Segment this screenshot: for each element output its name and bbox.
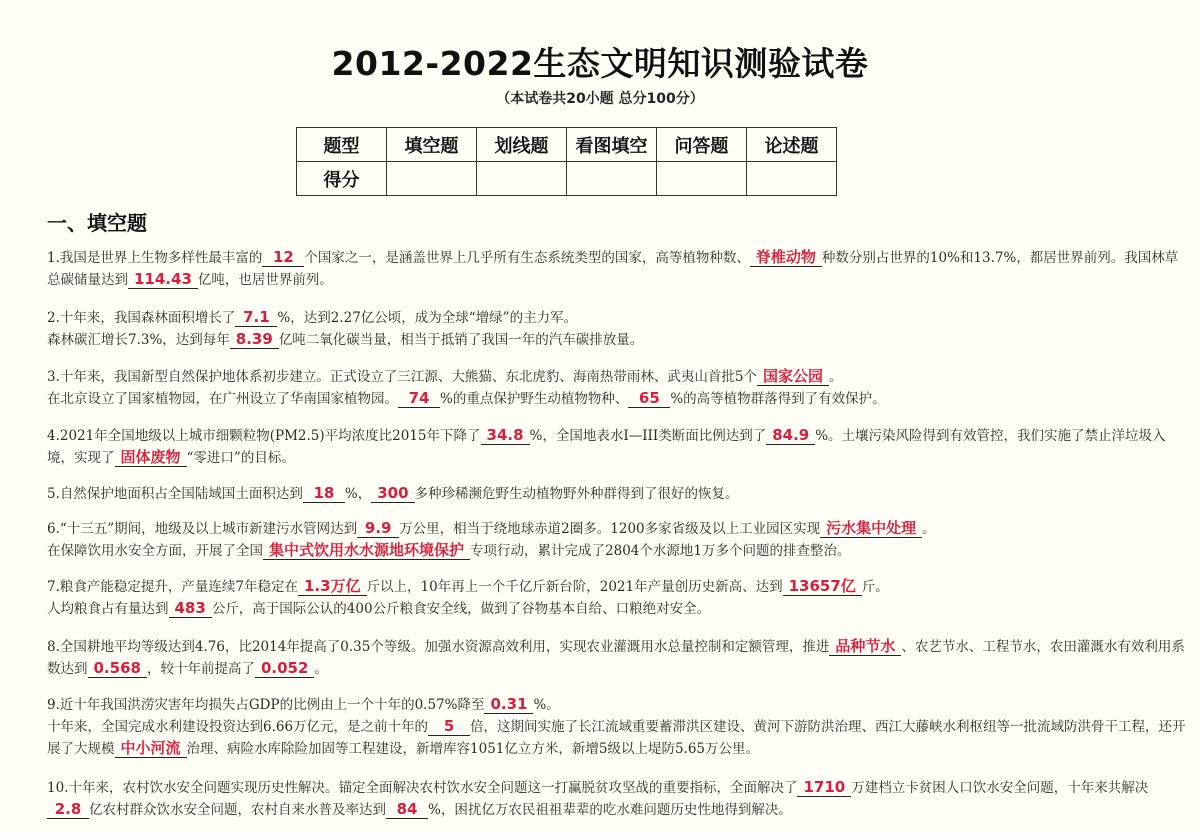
question-text: 6.“十三五”期间，地级及以上城市新建污水管网达到	[47, 521, 358, 537]
answer-blank[interactable]: 300	[371, 484, 414, 503]
question-text: 9.近十年我国洪涝灾害年均损失占GDP的比例由上一个十年的0.57%降至	[47, 697, 485, 713]
answer-blank[interactable]: 集中式饮用水水源地环境保护	[263, 541, 470, 560]
question-2	[47, 307, 1187, 351]
question-text: 、农艺节水、工程节水，农田灌溉水有效利用系数达到	[47, 639, 1185, 677]
answer-blank[interactable]: 0.31	[484, 695, 533, 714]
answer-blank[interactable]: 0.052	[255, 659, 314, 678]
answer-blank[interactable]: 84.9	[766, 426, 815, 445]
answer-blank[interactable]: 18	[303, 484, 345, 503]
answer-blank[interactable]: 污水集中处理	[820, 519, 922, 538]
score-table-score-row	[297, 162, 837, 196]
answer-blank[interactable]: 13657亿	[783, 577, 862, 596]
question-text: 4.2021年全国地级以上城市细颗粒物(PM2.5)平均浓度比2015年下降了	[47, 428, 481, 444]
question-text: 专项行动，累计完成了2804个水源地1万多个问题的排查整治。	[470, 543, 851, 559]
question-text: 在保障饮用水安全方面，开展了全国	[47, 543, 263, 559]
question-text: %的高等植物群落得到了有效保护。	[670, 391, 886, 407]
score-cell-picture[interactable]	[567, 162, 657, 196]
question-text: 种数分别占世界的10%和13.7%，都居世界前列。我国林草总碳储量达到	[47, 250, 1179, 288]
question-text: 倍，这期间实施了长江流域重要蓄滞洪区建设、黄河下游防洪治理、西江大藤峡水利枢纽等一批流域防洪骨干工程，还开展了大规模	[47, 719, 1186, 757]
answer-blank[interactable]: 固体废物	[115, 448, 187, 467]
question-text: 。	[314, 661, 328, 677]
score-header-qa: 问答题	[657, 128, 747, 162]
question-text: 森林碳汇增长7.3%，达到每年	[47, 332, 230, 348]
answer-blank[interactable]: 脊椎动物	[750, 248, 822, 267]
question-text: 斤。	[861, 579, 889, 595]
answer-blank[interactable]: 国家公园	[757, 367, 829, 386]
question-text: 多种珍稀濒危野生动植物野外种群得到了很好的恢复。	[414, 486, 739, 502]
question-text: 斤以上，10年再上一个千亿斤新台阶，2021年产量创历史新高、达到	[366, 579, 783, 595]
question-text: %。	[533, 697, 560, 713]
score-cell-line[interactable]	[477, 162, 567, 196]
question-1	[47, 247, 1187, 291]
answer-blank[interactable]: 中小河流	[115, 739, 187, 758]
page-subtitle: （本试卷共20小题 总分100分）	[496, 91, 704, 107]
question-text: 十年来，全国完成水利建设投资达到6.66万亿元，是之前十年的	[47, 719, 429, 735]
page-title: 2012-2022生态文明知识测验试卷	[331, 44, 869, 83]
answer-blank[interactable]: 74	[398, 389, 440, 408]
score-cell-essay[interactable]	[747, 162, 837, 196]
answer-blank[interactable]: 84	[386, 800, 428, 819]
answer-blank[interactable]: 12	[262, 248, 304, 267]
answer-blank[interactable]: 品种节水	[829, 637, 901, 656]
question-3	[47, 366, 1187, 410]
answer-blank[interactable]: 65	[628, 389, 670, 408]
question-text: 10.十年来，农村饮水安全问题实现历史性解决。锚定全面解决农村饮水安全问题这一打赢脱贫攻坚战的重要指标，全面解决了	[47, 780, 798, 796]
question-text: 万建档立卡贫困人口饮水安全问题，十年来共解决	[851, 780, 1149, 796]
question-text: %。土壤污染风险得到有效管控，我们实施了禁止洋垃圾入境，实现了	[47, 428, 1166, 466]
question-text: ，较十年前提高了	[146, 661, 255, 677]
question-text: 人均粮食占有量达到	[47, 601, 169, 617]
question-text: 5.自然保护地面积占全国陆域国土面积达到	[47, 486, 303, 502]
score-header-essay: 论述题	[747, 128, 837, 162]
answer-blank[interactable]: 1710	[797, 778, 851, 797]
score-table	[296, 127, 837, 196]
question-7	[47, 576, 1187, 620]
answer-blank[interactable]: 34.8	[481, 426, 530, 445]
question-9	[47, 694, 1187, 760]
answer-blank[interactable]: 9.9	[357, 519, 399, 538]
question-text: 3.十年来，我国新型自然保护地体系初步建立。正式设立了三江源、大熊猫、东北虎豹、海南热带雨林、武夷山首批5个	[47, 369, 757, 385]
score-table-header-row	[297, 128, 837, 162]
question-10	[47, 777, 1187, 821]
score-cell-fill[interactable]	[387, 162, 477, 196]
answer-blank[interactable]: 0.568	[88, 659, 147, 678]
question-text: 万公里，相当于绕地球赤道2圈多。1200多家省级及以上工业园区实现	[399, 521, 821, 537]
question-text: %的重点保护野生动植物物种、	[440, 391, 629, 407]
question-text: 亿吨二氧化碳当量，相当于抵销了我国一年的汽车碳排放量。	[278, 332, 644, 348]
question-text: %，困扰亿万农民祖祖辈辈的吃水难问题历史性地得到解决。	[428, 802, 792, 818]
question-text: 在北京设立了国家植物园，在广州设立了华南国家植物园。	[47, 391, 398, 407]
question-text: 治理、病险水库除险加固等工程建设，新增库容1051亿立方米，新增5级以上堤防5.65万公里。	[186, 741, 760, 757]
question-text: 7.粮食产能稳定提升，产量连续7年稳定在	[47, 579, 298, 595]
question-text: %，	[344, 486, 372, 502]
question-4	[47, 425, 1187, 469]
question-text: “零进口”的目标。	[186, 450, 295, 466]
score-row-label: 得分	[297, 162, 387, 196]
question-text: 。	[922, 521, 936, 537]
score-header-fill: 填空题	[387, 128, 477, 162]
answer-blank[interactable]: 2.8	[47, 800, 89, 819]
question-text: 亿吨，也居世界前列。	[197, 272, 333, 288]
question-text: 个国家之一，是涵盖世界上几乎所有生态系统类型的国家，高等植物种数、	[304, 250, 750, 266]
question-text: 8.全国耕地平均等级达到4.76，比2014年提高了0.35个等级。加强水资源高效利用，实现农业灌溉用水总量控制和定额管理，推进	[47, 639, 830, 655]
question-text: 1.我国是世界上生物多样性最丰富的	[47, 250, 263, 266]
answer-blank[interactable]: 7.1	[235, 308, 277, 327]
question-text: 公斤，高于国际公认的400公斤粮食安全线，做到了谷物基本自给、口粮绝对安全。	[211, 601, 711, 617]
answer-blank[interactable]: 114.43	[128, 270, 198, 289]
score-cell-qa[interactable]	[657, 162, 747, 196]
question-8	[47, 636, 1187, 680]
section-title: 一、填空题	[47, 211, 147, 235]
answer-blank[interactable]: 8.39	[230, 330, 279, 349]
question-text: %，达到2.27亿公顷，成为全球“增绿”的主力军。	[277, 310, 578, 326]
question-text: 2.十年来，我国森林面积增长了	[47, 310, 236, 326]
question-5	[47, 483, 1187, 505]
question-text: 。	[828, 369, 843, 385]
score-header-picture: 看图填空	[567, 128, 657, 162]
score-header-type: 题型	[297, 128, 387, 162]
answer-blank[interactable]: 483	[169, 599, 212, 618]
question-6	[47, 518, 1187, 562]
answer-blank[interactable]: 1.3万亿	[298, 577, 367, 596]
answer-blank[interactable]: 5	[428, 717, 470, 736]
question-text: %，全国地表水I—III类断面比例达到了	[529, 428, 767, 444]
score-header-line: 划线题	[477, 128, 567, 162]
question-text: 亿农村群众饮水安全问题，农村自来水普及率达到	[89, 802, 386, 818]
